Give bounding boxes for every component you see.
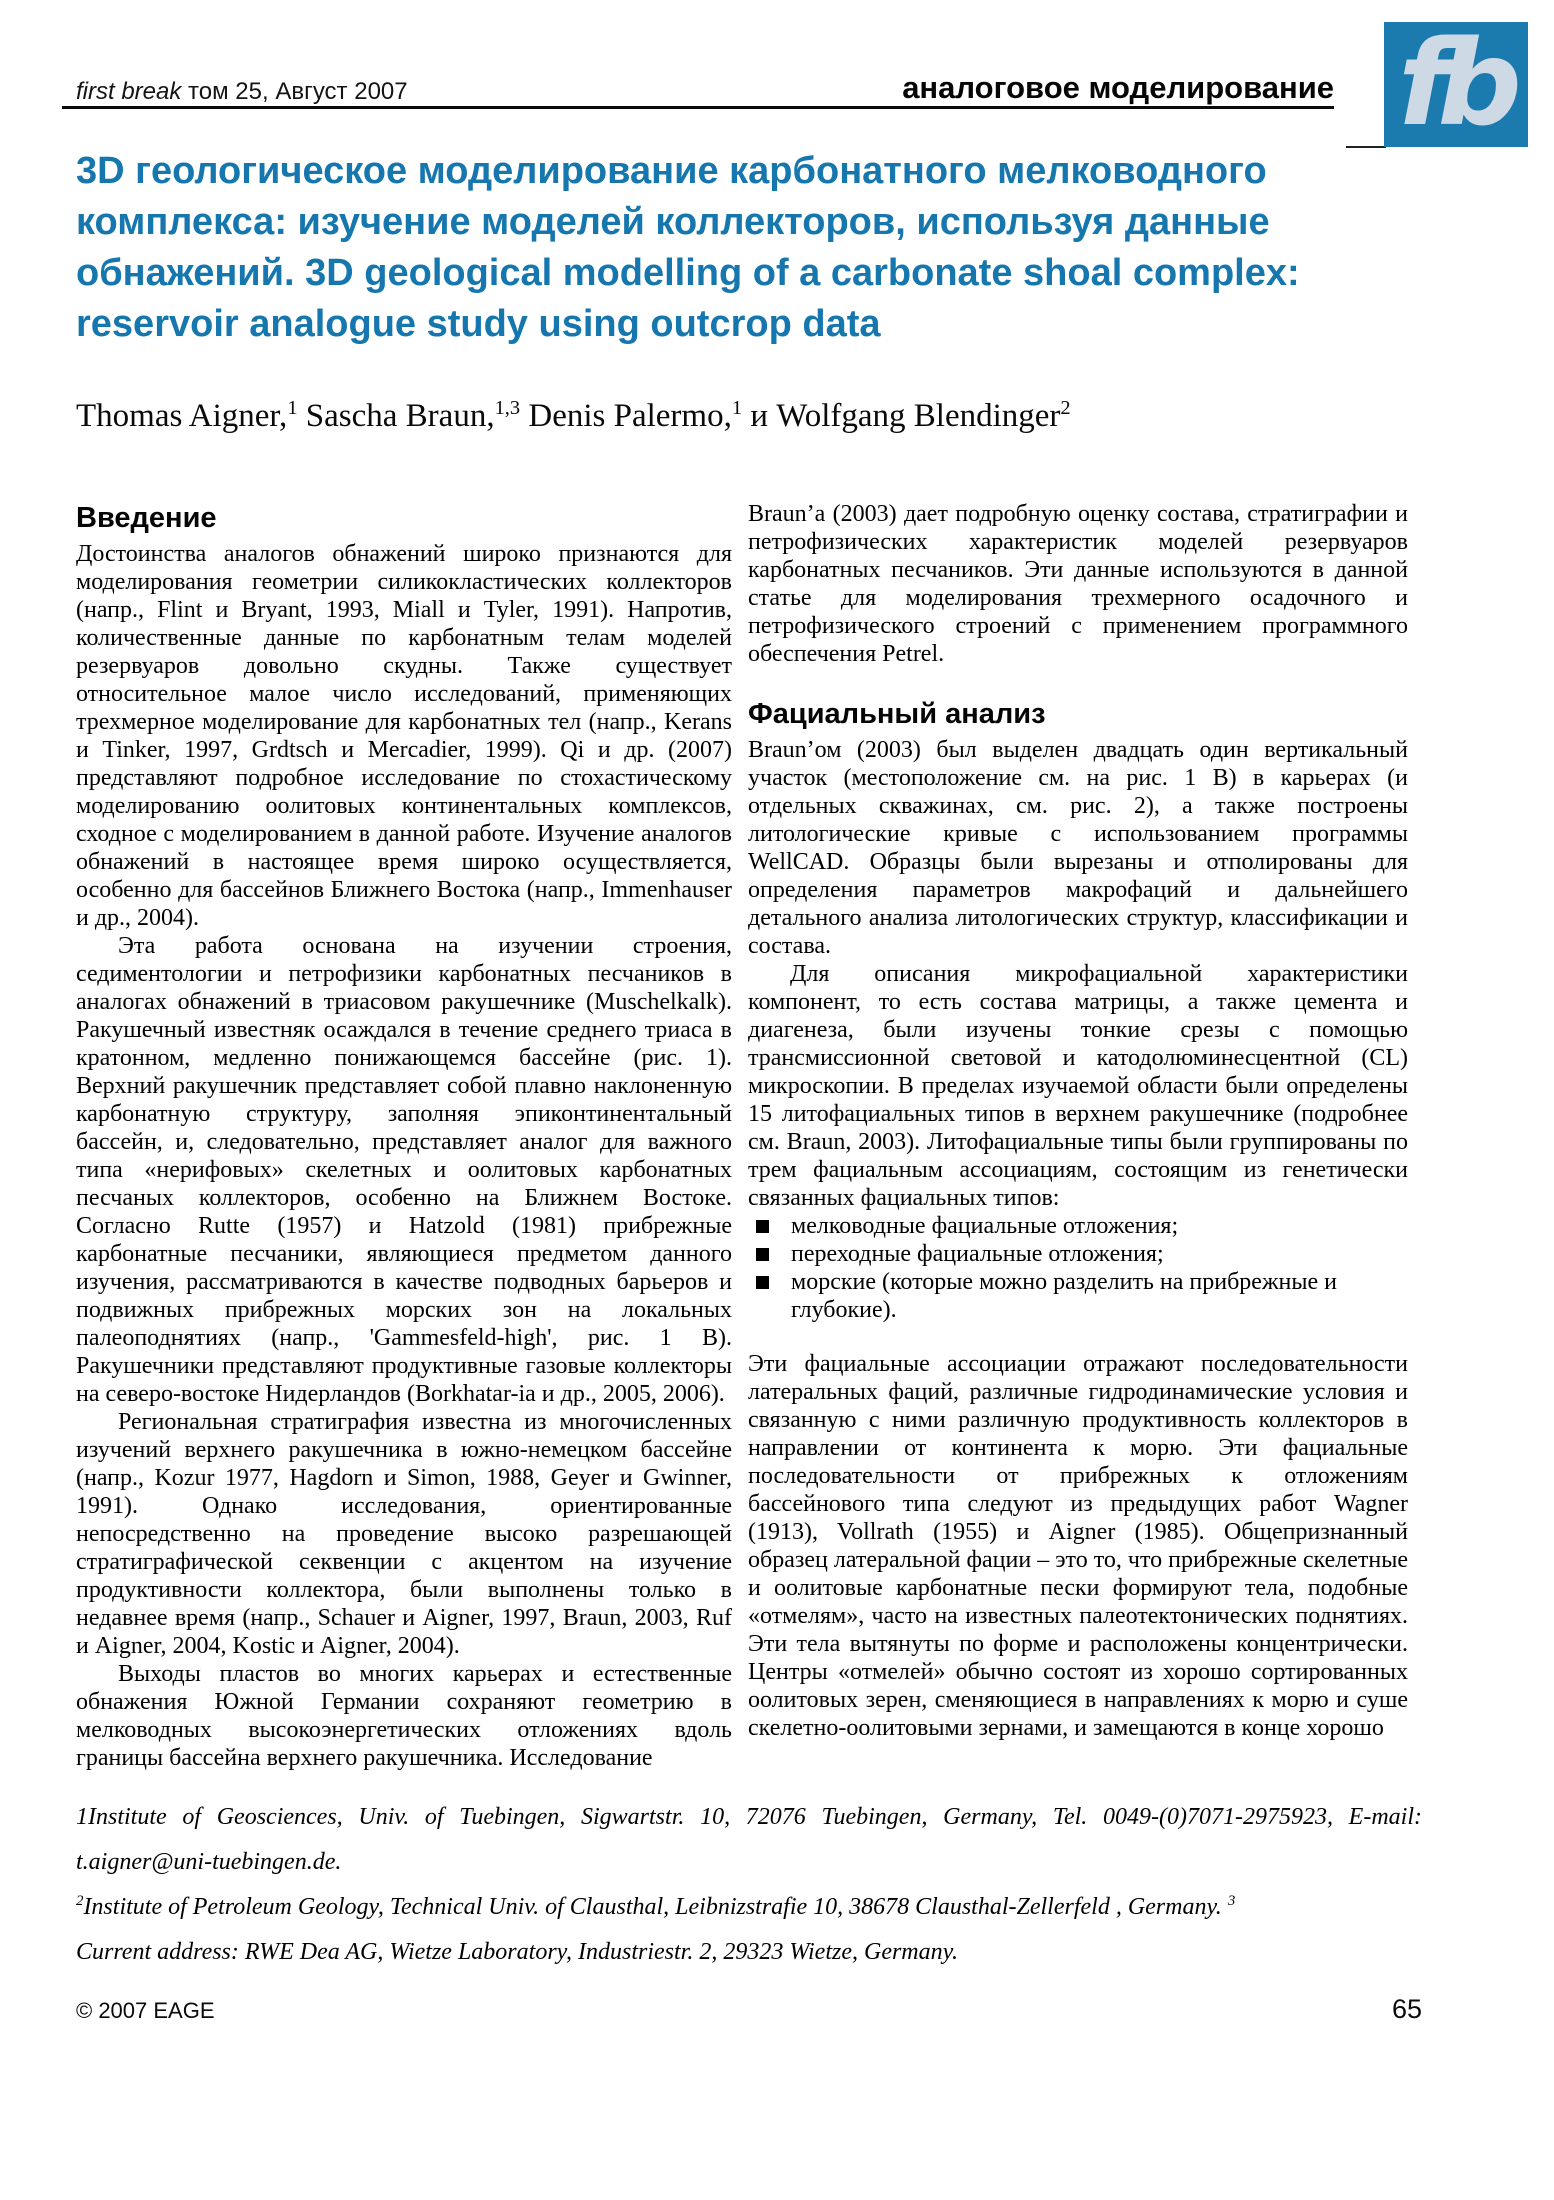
column-gap [748,1324,1408,1350]
author-affiliation-sup-3: 1 [731,397,743,419]
author-affiliation-sup-2: 1,3 [494,397,521,419]
bullet-text-1: мелководные фациальные отложения; [791,1213,1179,1239]
author-name-4: и Wolfgang Blendinger [742,398,1061,434]
footnote-sup-3: 3 [1227,1893,1236,1909]
copyright-notice: © 2007 EAGE [76,1998,215,2023]
bullet-item-3 [748,1268,1408,1324]
title-line-2: комплекса: изучение моделей коллекторов, используя данные [76,201,1270,243]
author-affiliation-sup-1: 1 [287,397,298,419]
author-affiliation-sup-4: 2 [1060,397,1071,419]
author-name-1: Thomas Aigner, [76,398,288,434]
footnote-sup-2: 2 [76,1893,84,1909]
section-label: аналоговое моделирование [902,70,1334,105]
article-title [76,146,1300,350]
paragraph-facies-1: Braun’ом (2003) был выделен двадцать один вертикальный участок (местоположение см. на рис. 1 В) в карьерах (и отдельных скважинах, см. рис. 2), а также построены литологические кривые с использованием программы WellCAD. Образцы были вырезаны и отполированы для определения параметров макрофаций и дальнейшего детального анализа литологических структур, классификации и состава. [748,737,1408,959]
bullet-square-icon [756,1220,769,1233]
header-rule [62,106,1334,109]
paragraph-intro-4: Выходы пластов во многих карьерах и естественные обнажения Южной Германии сохраняют геометрию в мелководных высокоэнергетических отложениях вдоль границы бассейна верхнего ракушечника. Исследование [76,1661,732,1771]
logo-tick-line [1346,146,1386,148]
issue-info: том 25, Август 2007 [181,78,408,105]
right-column [748,500,1408,1742]
footnote-line-1: 1Institute of Geosciences, Univ. of Tuebingen, Sigwartstr. 10, 72076 Tuebingen, Germany, Tel. 0049-(0)7071-2975923, E-mail: t.aigner@uni-tuebingen.de. [76,1804,1422,1875]
paragraph-intro-3: Региональная стратиграфия известна из многочисленных изучений верхнего ракушечника в южно-немецком бассейне (напр., Kozur 1977, Hagdorn и Simon, 1988, Geyer и Gwinner, 1991). Однако исследования, ориентированные непосредственно на проведение высоко разрешающей стратиграфической секвенции с акцентом на изучение продуктивности коллектора, были выполнены только в недавнее время (напр., Schauer и Aigner, 1997, Braun, 2003, Ruf и Aigner, 2004, Kostic и Aigner, 2004). [76,1409,732,1659]
authors-line [76,398,1071,435]
footnotes-block [76,1795,1422,1975]
title-line-3: обнажений. 3D geological modelling of a carbonate shoal complex: [76,252,1300,294]
left-column [76,500,732,1772]
title-line-1: 3D геологическое моделирование карбонатного мелководного [76,150,1267,192]
author-name-2: Sascha Braun, [297,398,495,434]
section-heading-introduction: Введение [76,502,217,534]
author-name-3: Denis Palermo, [520,398,732,434]
bullet-item-1 [748,1212,1408,1240]
paragraph-intro-1: Достоинства аналогов обнажений широко признаются для моделирования геометрии силикокластических коллекторов (напр., Flint и Bryant, 1993, Miall и Tyler, 1991). Напротив, количественные данные по карбонатным телам моделей резервуаров довольно скудны. Также существует относительное малое число исследований, применяющих трехмерное моделирование для карбонатных тел (напр., Kerans и Tinker, 1997, Grdtsch и Mercadier, 1999). Qi и др. (2007) представляют подробное исследование по стохастическому моделированию оолитовых континентальных комплексов, сходное с моделированием в данной работе. Изучение аналогов обнажений в настоящее время широко осуществляется, особенно для бассейнов Ближнего Востока (напр., Immenhauser и др., 2004). [76,541,732,931]
title-line-4: reservoir analogue study using outcrop data [76,303,881,345]
footnote-line-3: Current address: RWE Dea AG, Wietze Laboratory, Industriestr. 2, 29323 Wietze, Germany. [76,1939,958,1965]
paragraph-facies-2: Для описания микрофациальной характеристики компонент, то есть состава матрицы, а также цемента и диагенеза, были изучены тонкие срезы с помощью трансмиссионной световой и катодолюминесцентной (CL) микроскопии. В пределах изучаемой области были определены 15 литофациальных типов в верхнем ракушечнике (подробнее см. Braun, 2003). Литофациальные типы были группированы по трем фациальным ассоциациям, состоящим из генетически связанных фациальных типов: [748,961,1408,1211]
paragraph-facies-closing: Эти фациальные ассоциации отражают последовательности латеральных фаций, различные гидродинамические условия и связанную с ними различную продуктивность коллекторов в направлении от континента к морю. Эти фациальные последовательности от прибрежных к отложениям бассейнового типа следуют из предыдущих работ Wagner (1913), Vollrath (1955) и Aigner (1985). Общепризнанный образец латеральной фации – это то, что прибрежные скелетные и оолитовые карбонатные пески формируют тела, подобные «отмелям», часто на известных палеотектонических поднятиях. Эти тела вытянуты по форме и расположены концентрически. Центры «отмелей» обычно состоят из хорошо сортированных оолитовых зерен, сменяющиеся в направлениях к морю и суше скелетно-оолитовыми зернами, и замещаются в конце хорошо [748,1351,1408,1741]
fb-logo-icon: fb [1398,22,1510,147]
paragraph-continuation: Braun’a (2003) дает подробную оценку состава, стратиграфии и петрофизических характеристик моделей резервуаров карбонатных песчаников. Эти данные используются в данной статье для моделирования трехмерного осадочного и петрофизического строений с применением программного обеспечения Petrel. [748,501,1408,667]
page-number: 65 [1391,1994,1422,2024]
section-heading-facies-analysis: Фациальный анализ [748,698,1046,730]
column-gap [748,668,1408,696]
bullet-text-3: морские (которые можно разделить на прибрежные и глубокие). [791,1269,1337,1323]
footnote-line-2-text: Institute of Petroleum Geology, Technical Univ. of Clausthal, Leibnizstrafie 10, 38678 Clausthal-Zellerfeld , Germany. [83,1894,1228,1920]
footnote-line-2 [76,1885,1422,1930]
journal-name: first break [76,78,182,105]
bullet-item-2 [748,1240,1408,1268]
bullet-square-icon [756,1248,769,1261]
bullet-square-icon [756,1276,769,1289]
bullet-text-2: переходные фациальные отложения; [791,1241,1164,1267]
paragraph-intro-2: Эта работа основана на изучении строения, седиментологии и петрофизики карбонатных песчаников в аналогах обнажений в триасовом ракушечнике (Muschelkalk). Ракушечный известняк осаждался в течение среднего триаса в кратонном, медленно понижающемся бассейне (рис. 1). Верхний ракушечник представляет собой плавно наклоненную карбонатную структуру, заполняя эпиконтинентальный бассейн, и, следовательно, представляет аналог для важного типа «нерифовых» скелетных и оолитовых карбонатных песчаных коллекторов, особенно на Ближнем Востоке. Согласно Rutte (1957) и Hatzold (1981) прибрежные карбонатные песчаники, являющиеся предметом данного изучения, рассматриваются в качестве подводных барьеров и подвижных прибрежных морских зон на локальных палеоподнятиях (напр., 'Gammesfeld-high', рис. 1 В). Ракушечники представляют продуктивные газовые коллекторы на северо-востоке Нидерландов (Borkhatar-ia и др., 2005, 2006). [76,933,732,1407]
first-break-logo [1384,22,1528,147]
